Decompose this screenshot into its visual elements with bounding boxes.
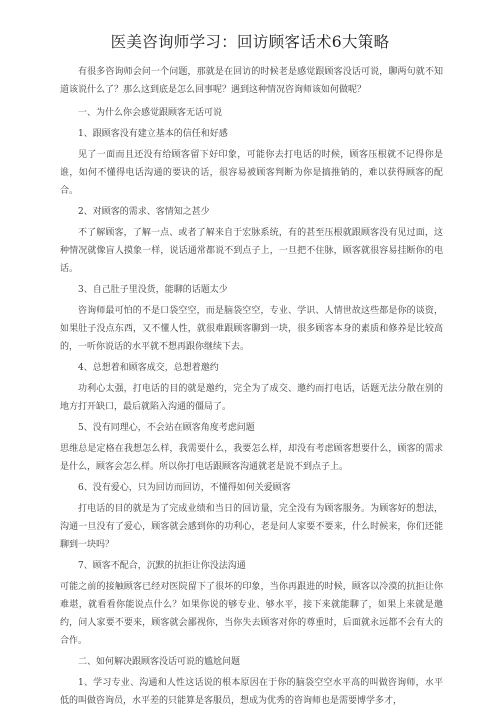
section-heading-2: 二、如何解决跟顾客没话可说的尴尬问题	[78, 657, 241, 667]
item-body-8: 1、学习专业、沟通和人性这话说的根本原因在于你的脑袋空空水平高的叫做咨询师，水平低的叫做咨询员，水平差的只能算是客服员，想成为优秀的咨询师也是需要博学多才，	[60, 678, 443, 706]
section-heading-1: 一、为什么你会感觉跟顾客无话可说	[78, 108, 223, 118]
item-heading-7: 7、顾客不配合，沉默的抗拒让你没法沟通	[78, 561, 246, 571]
item-heading-5: 5、没有同理心，不会站在顾客角度考虑问题	[78, 423, 255, 433]
item-heading-1: 1、跟顾客没有建立基本的信任和好感	[78, 129, 228, 139]
item-heading-6: 6、没有爱心，只为回访而回访，不懂得如何关爱顾客	[78, 483, 291, 493]
item-heading-3: 3、自己肚子里没货，能聊的话题太少	[78, 285, 228, 295]
document-body	[60, 63, 443, 710]
item-body-7: 可能之前的接触顾客已经对医院留下了很坏的印象，当你再跟进的时候，顾客以冷漠的抗拒让你难堪，就看看你能说点什么？如果你说的够专业、够水平，接下来就能聊了，如果上来就是邀约，问人家要不要来，顾客就会鄙视你，当你失去顾客对你的尊重时，后面就永远都不会有大的合作。	[60, 582, 443, 646]
document-title: 医美咨询师学习：回访顾客话术6大策略	[110, 33, 390, 51]
item-heading-2: 2、对顾客的需求、客情知之甚少	[78, 207, 210, 217]
item-body-3: 咨询师最可怕的不是口袋空空，而是脑袋空空，专业、学识、人情世故这些都是你的谈资，如果肚子没点东西，又不懂人性，就很难跟顾客聊到一块，很多顾客本身的素质和修养是比较高的，一听你说话的水平就不想再跟你继续下去。	[60, 306, 443, 352]
item-body-5: 思维总是定格在我想怎么样，我需要什么，我要怎么样，却没有考虑顾客想要什么，顾客的需求是什么，顾客会怎么样。所以你打电话跟顾客沟通就老是说不到点子上。	[60, 444, 443, 472]
item-body-6: 打电话的目的就是为了完成业绩和当日的回访量，完全没有为顾客服务。为顾客好的想法，沟通一旦没有了爱心，顾客就会感到你的功利心，老是问人家要不要来，什么时候来，你们还能聊到一块吗？	[60, 504, 443, 550]
item-body-4: 功利心太强，打电话的目的就是邀约，完全为了成交、邀约而打电话，话题无法分散在别的地方打开缺口，最后就陷入沟通的僵局了。	[60, 384, 443, 412]
item-body-1: 见了一面而且还没有给顾客留下好印象，可能你去打电话的时候，顾客压根就不记得你是谁，如何不懂得电话沟通的要诀的话，很容易被顾客判断为你是搞推销的，难以获得顾客的配合。	[60, 150, 443, 196]
intro-paragraph: 有很多咨询师会问一个问题，那就是在回访的时候老是感觉跟顾客没话可说，聊两句就不知道该说什么了？那么这到底是怎么回事呢？遇到这种情况咨询师该如何做呢？	[60, 67, 443, 95]
item-heading-4: 4、总想着和顾客成交，总想着邀约	[78, 363, 219, 373]
item-body-2: 不了解顾客，了解一点、或者了解来自于宏脉系统，有的甚至压根就跟顾客没有见过面，这种情况就像盲人摸象一样，说话通常都说不到点子上，一旦把不住脉，顾客就很容易挂断你的电话。	[60, 228, 443, 274]
